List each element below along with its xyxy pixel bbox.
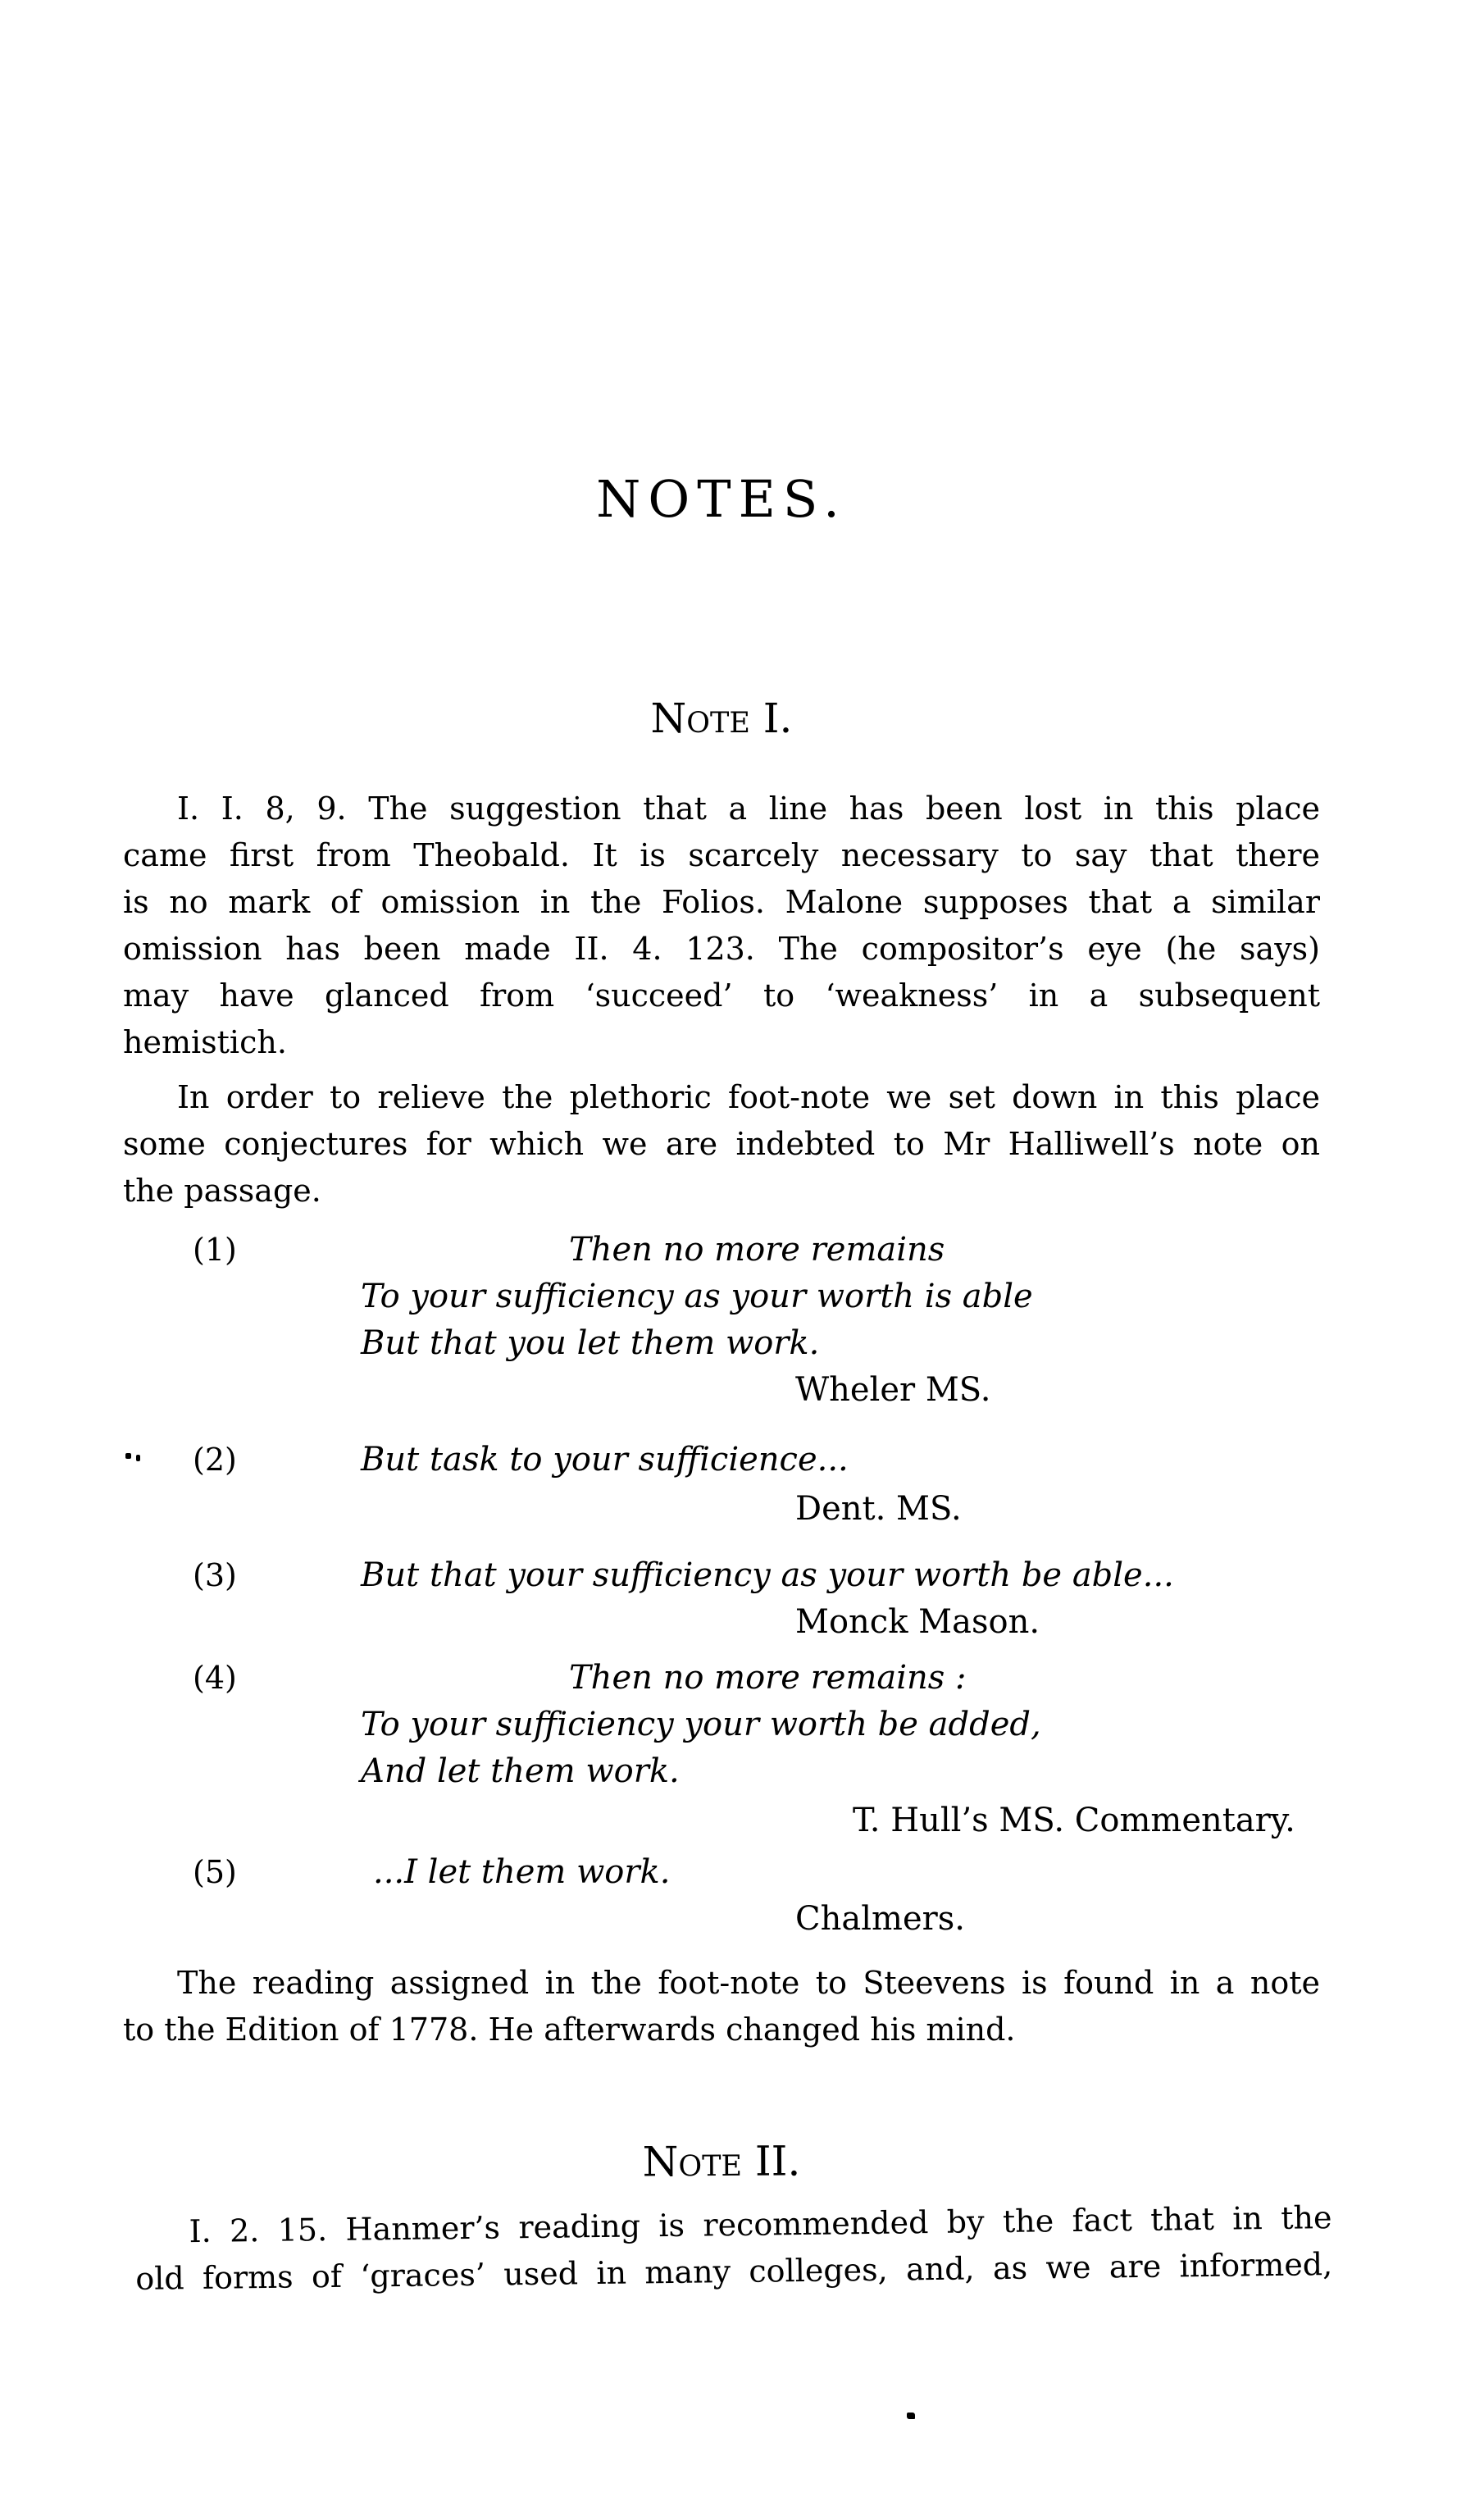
paragraph-line: is no mark of omission in the Folios. Malone supposes that a similar: [123, 884, 1320, 920]
quote-label: (1): [193, 1232, 237, 1268]
text-column: [123, 0, 1333, 2506]
note1-heading: Note I.: [650, 695, 793, 742]
ink-speck: [907, 2413, 915, 2419]
paragraph-line: some conjectures for which we are indebted to Mr Halliwell’s note on: [123, 1126, 1320, 1162]
quote-attribution: Chalmers.: [795, 1900, 965, 1938]
quote-line: To your sufficiency your worth be added,: [361, 1706, 1041, 1743]
paragraph-line: to the Edition of 1778. He afterwards changed his mind.: [123, 2012, 1016, 2048]
quote-line: Then no more remains: [569, 1231, 945, 1269]
quote-attribution: T. Hull’s MS. Commentary.: [853, 1802, 1295, 1839]
quote-line: To your sufficiency as your worth is able: [361, 1278, 1033, 1315]
quote-label: (3): [193, 1557, 237, 1593]
paragraph-line: I. 2. 15. Hanmer’s reading is recommended by the fact that in the: [189, 2199, 1332, 2250]
quote-line: But task to your sufficience...: [361, 1441, 849, 1479]
paragraph-line: I. I. 8, 9. The suggestion that a line has been lost in this place: [177, 791, 1320, 827]
quote-label: (4): [193, 1660, 237, 1696]
note2-heading: Note II.: [642, 2137, 801, 2186]
quote-line: And let them work.: [361, 1752, 680, 1790]
paragraph-line: came first from Theobald. It is scarcely necessary to say that there: [123, 837, 1320, 873]
quote-label: (2): [193, 1442, 237, 1478]
paragraph-line: may have glanced from ‘succeed’ to ‘weakness’ in a subsequent: [123, 977, 1320, 1014]
quote-attribution: Wheler MS.: [795, 1371, 991, 1409]
quote-line: But that your sufficiency as your worth be able...: [361, 1556, 1174, 1594]
page-title: NOTES.: [596, 469, 847, 529]
quote-label: (5): [193, 1854, 237, 1890]
quote-line: But that you let them work.: [361, 1324, 820, 1362]
paragraph-line: In order to relieve the plethoric foot-note we set down in this place: [177, 1079, 1320, 1115]
quote-line: ...I let them work.: [373, 1853, 671, 1891]
quote-attribution: Dent. MS.: [795, 1490, 962, 1528]
ink-speck: [125, 1453, 131, 1459]
paragraph-line: hemistich.: [123, 1024, 287, 1060]
quote-attribution: Monck Mason.: [795, 1603, 1040, 1641]
paragraph-line: The reading assigned in the foot-note to Steevens is found in a note: [177, 1965, 1320, 2001]
paragraph-line: old forms of ‘graces’ used in many colleges, and, as we are informed,: [135, 2246, 1333, 2297]
quote-line: Then no more remains :: [569, 1659, 967, 1697]
paragraph-line: the passage.: [123, 1173, 321, 1209]
ink-speck: [136, 1455, 140, 1461]
paragraph-line: omission has been made II. 4. 123. The compositor’s eye (he says): [123, 931, 1320, 967]
